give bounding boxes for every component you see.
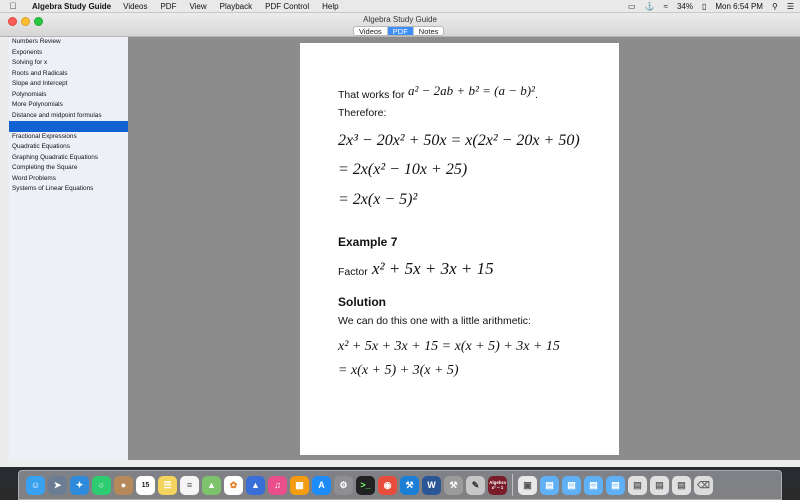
title-bar[interactable] [0,13,800,37]
pdf-line-text: That works for [338,89,405,101]
folder-icon[interactable]: ▤ [540,476,559,495]
menu-pdf[interactable]: PDF [160,1,177,11]
safari-icon[interactable]: ✦ [70,476,89,495]
tab-notes[interactable]: Notes [418,27,439,36]
script-icon[interactable]: ✎ [466,476,485,495]
pdf-viewer[interactable] [128,37,800,460]
pdf-equation-4: x² + 5x + 3x + 15 = x(x + 5) + 3x + 15 [338,339,560,354]
battery-icon[interactable]: ▯ [701,1,707,11]
sidebar-item-exponents[interactable]: Exponents [12,48,43,56]
pdf-equation-2: = 2x(x² − 10x + 25) [338,161,468,178]
app-window [0,13,800,467]
itunes-icon[interactable]: ♫ [268,476,287,495]
sidebar-item-slope-and-intercept[interactable]: Slope and Intercept [12,80,68,87]
menu-playback[interactable]: Playback [219,1,253,11]
sidebar-item-fractional-expressions[interactable]: Fractional Expressions [12,132,77,140]
word-icon[interactable] [422,476,441,495]
terminal-icon[interactable]: >_ [356,476,375,495]
pdf-page[interactable] [300,43,619,455]
airplay-icon[interactable]: ▭ [628,1,636,11]
system-preferences-icon[interactable]: ⚙ [334,476,353,495]
menu-app-name[interactable]: Algebra Study Guide [32,1,112,11]
launchpad-icon[interactable]: ➤ [48,476,67,495]
finder-icon[interactable]: ☺ [26,476,45,495]
clock[interactable]: Mon 6:54 PM [715,2,763,11]
messages-icon[interactable]: ○ [92,476,111,495]
sidebar-item-polynomials[interactable]: Polynomials [12,90,47,98]
trash-icon[interactable]: ⌫ [694,476,713,495]
bluetooth-icon[interactable]: ⚓ [644,1,655,11]
preview-icon[interactable]: ▣ [518,476,537,495]
pdf-solution-text: We can do this one with a little arithmetic: [338,315,531,327]
tab-pdf[interactable]: PDF [388,27,414,35]
window-title: Algebra Study Guide [363,15,437,24]
tab-videos[interactable]: Videos [354,27,388,35]
contacts-icon[interactable]: ● [114,476,133,495]
document-icon[interactable]: ▤ [650,476,669,495]
sidebar-item-word-problems[interactable]: Word Problems [12,174,56,182]
app-store-icon[interactable]: A [312,476,331,495]
folder-icon[interactable]: ▤ [606,476,625,495]
word-letter: W [427,480,436,490]
document-icon[interactable]: ▤ [628,476,647,495]
pdf-factor-math: x² + 5x + 3x + 15 [372,259,494,278]
pdf-line-period: . [535,89,538,101]
folder-icon[interactable]: ▤ [584,476,603,495]
view-segmented-control [353,26,444,36]
sidebar-item-distance-midpoint[interactable]: Distance and midpoint formulas [12,111,102,119]
algebra-icon-title: Algebra [489,480,506,485]
notification-center-icon[interactable]: ☰ [786,1,794,11]
utility-icon[interactable]: ⚒ [444,476,463,495]
sidebar-item-solving-for-x[interactable]: Solving for x [12,59,48,66]
sidebar-item-completing-square[interactable]: Completing the Square [12,164,78,171]
pdf-equation-1: 2x³ − 20x² + 50x = x(2x² − 20x + 50) [338,132,580,149]
menu-view[interactable]: View [189,1,207,11]
calendar-icon[interactable] [136,476,155,495]
algebra-icon-math: x² − 1 [491,485,504,490]
spotlight-search-icon[interactable]: ⚲ [771,1,778,11]
pdf-solution-heading: Solution [338,295,386,309]
pdf-equation-3: = 2x(x − 5)² [338,191,418,208]
folder-icon[interactable]: ▤ [562,476,581,495]
menu-videos[interactable]: Videos [123,1,148,11]
sidebar-item-roots-and-radicals[interactable]: Roots and Radicals [12,69,68,77]
calendar-day: 15 [141,481,150,489]
pdf-equation-5: = x(x + 5) + 3(x + 5) [338,363,459,378]
chrome-icon[interactable]: ◉ [378,476,397,495]
notes-icon[interactable]: ☰ [158,476,177,495]
wifi-icon[interactable]: ≈ [663,1,668,11]
sidebar-item-numbers-review[interactable]: Numbers Review [12,38,61,45]
xcode-icon[interactable]: ⚒ [400,476,419,495]
document-icon[interactable]: ▤ [672,476,691,495]
sidebar-item-quadratic-equations[interactable]: Quadratic Equations [12,143,70,150]
menu-help[interactable]: Help [322,1,339,11]
battery-percent[interactable]: 34% [676,2,693,11]
sidebar-item-graphing-quadratic[interactable]: Graphing Quadratic Equations [12,153,98,161]
apple-menu-icon[interactable] [8,1,18,11]
keynote-icon[interactable]: ▲ [246,476,265,495]
pdf-therefore: Therefore: [338,107,387,119]
photos-icon[interactable]: ✿ [224,476,243,495]
sidebar-item-systems-linear[interactable]: Systems of Linear Equations [12,185,94,192]
dock [18,470,782,500]
dock-separator [512,474,513,496]
algebra-icon[interactable] [488,476,507,495]
reminders-icon[interactable]: ≡ [180,476,199,495]
pdf-example-heading: Example 7 [338,235,398,249]
menu-bar [0,0,800,13]
maps-icon[interactable]: ▲ [202,476,221,495]
sidebar-item-more-polynomials[interactable]: More Polynomials [12,101,63,108]
sidebar-item-selected[interactable] [9,121,128,132]
ibooks-icon[interactable]: ▦ [290,476,309,495]
pdf-identity-math: a² − 2ab + b² = (a − b)² [408,83,535,98]
menu-pdf-control[interactable]: PDF Control [265,1,310,11]
chapter-sidebar [9,37,128,460]
pdf-factor-label: Factor [338,266,368,278]
